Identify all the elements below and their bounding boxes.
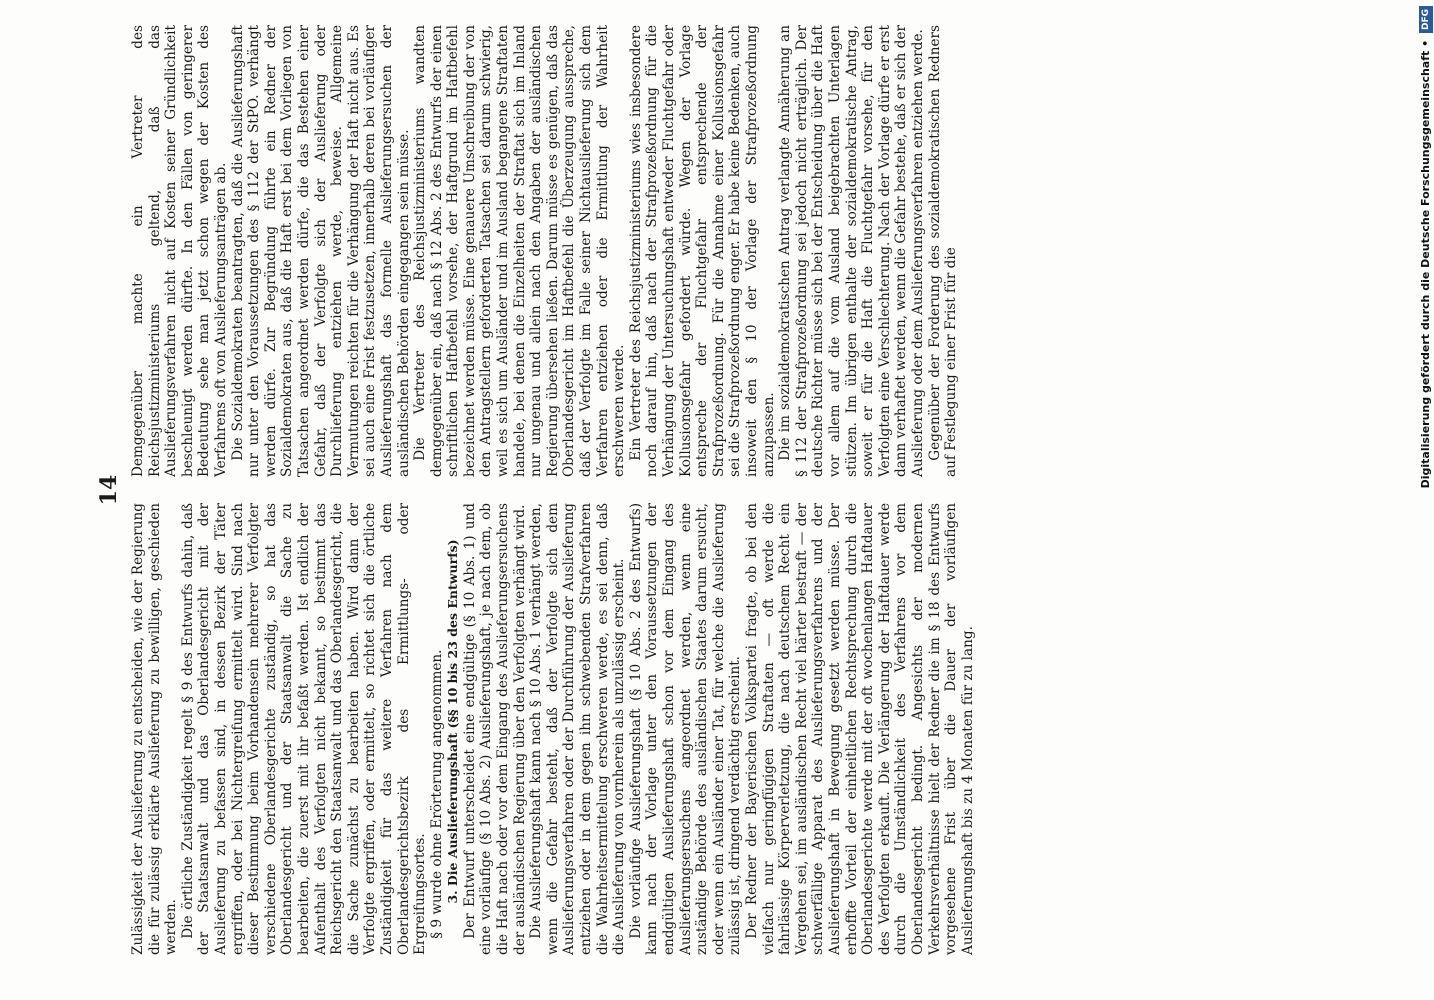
- digitization-notice: Digitalisierung gefördert durch die Deutsche Forschungsgemeinschaft •: [1419, 39, 1432, 489]
- paragraph: Die Sozialdemokraten beantragten, daß die Auslieferungshaft nur unter den Voraussetzungen des § 112 der StPO. verhängt werden dürfe. Zur Begründung führte ein Redner der Sozialdemokraten aus, daß die Haft erst bei dem Vorliegen von Tatsachen angeordnet werden dürfe, die das Bestehen einer Gefahr, daß der Verfolgte sich der Auslieferung oder Durchlieferung entziehen werde, beweise. Allgemeine Vermutungen reichten für die Verhängung der Haft nicht aus. Es sei auch eine Frist festzusetzen, innerhalb deren bei vorläufiger Auslieferungshaft das formelle Auslieferungsersuchen der ausländischen Behörden eingegangen sein müsse.: [229, 25, 412, 477]
- right-column: [130, 25, 1360, 477]
- paragraph: Gegenüber der Forderung des sozialdemokratischen Redners auf Festlegung einer Frist für die: [926, 25, 960, 477]
- page-number: 14: [96, 474, 122, 506]
- digitization-notice-line: [1415, 6, 1434, 996]
- rotated-text-block: [90, 25, 1360, 955]
- paragraph: Die vorläufige Auslieferungshaft (§ 10 Abs. 2 des Entwurfs) kann nach der Vorlage unter den Voraussetzungen der endgültigen Auslieferungshaft schon vor dem Eingang des Auslieferungsersuchens angeordnet werden, wenn eine zuständige Behörde des ausländischen Staates darum ersucht, oder wenn ein Ausländer einer Tat, für welche die Auslieferung zulässig ist, dringend verdächtig erscheint.: [627, 503, 744, 955]
- left-column: [130, 503, 1360, 955]
- paragraph: Die im sozialdemokratischen Antrag verlangte Annäherung an § 112 der Strafprozeßordnung sei jedoch nicht erträglich. Der deutsche Richter müsse sich bei der Entscheidung über die Haft vor allem auf die vom Ausland beigebrachten Unterlagen stützen. Im übrigen enthalte der sozialdemokratische Antrag, soweit er für die Haft die Fluchtgefahr vorsehe, für den Verfolgten eine Verschlechterung. Nach der Vorlage dürfe er erst dann verhaftet werden, wenn die Gefahr bestehe, daß er sich der Auslieferung oder dem Auslieferungsverfahren entziehen werde.: [777, 25, 926, 477]
- digitization-sidebar: [1410, 6, 1432, 996]
- paragraph: Der Entwurf unterscheidet eine endgültige (§ 10 Abs. 1) und eine vorläufige (§ 10 Abs. 2) Auslieferungshaft, je nach dem, ob die Haft nach oder vor dem Eingang des Auslieferungsersuchens der ausländischen Regierung über den Verfolgten verhängt wird.: [461, 503, 528, 955]
- paragraph: Die Auslieferungshaft kann nach § 10 Abs. 1 verhängt werden, wenn die Gefahr besteht, daß der Verfolgte sich dem Auslieferungsverfahren oder der Durchführung der Auslieferung entziehen oder in dem gegen ihn schwebenden Strafverfahren die Wahrheitsermittelung erschweren werde, es sei denn, daß die Auslieferung von vornherein als unzulässig erscheint.: [528, 503, 628, 955]
- dfg-logo: DFG: [1419, 6, 1433, 33]
- paragraph: Ein Vertreter des Reichsjustizministeriums wies insbesondere noch darauf hin, daß nach der Strafprozeßordnung für die Verhängung der Untersuchungshaft entweder Fluchtgefahr oder Kollusionsgefahr gefordert würde. Wegen der Vorlage entspreche der Fluchtgefahr entsprechende der Strafprozeßordnung. Für die Annahme einer Kollusionsgefahr sei die Strafprozeßordnung enger. Er habe keine Bedenken, auch insoweit den § 10 der Vorlage der Strafprozeßordnung anzupassen.: [627, 25, 777, 477]
- paragraph: § 9 wurde ohne Erörterung angenommen.: [428, 649, 445, 939]
- paragraph: Die örtliche Zuständigkeit regelt § 9 des Entwurfs dahin, daß der Staatsanwalt und das Oberlandesgericht mit der Auslieferung zu befassen sind, in dessen Bezirk der Täter ergriffen, oder bei Nichtergreifung ermittelt wird. Sind nach dieser Bestimmung beim Vorhandensein mehrerer Verfolgter verschiedene Oberlandesgerichte zuständig, so hat das Oberlandesgericht und der Staatsanwalt die Sache zu bearbeiten, die zuerst mit ihr befaßt werden. Ist endlich der Aufenthalt des Verfolgten nicht bekannt, so bestimmt das Reichsgericht den Staatsanwalt und das Oberlandesgericht, die die Sache zunächst zu bearbeiten haben. Wird dann der Verfolgte ergriffen, oder ermittelt, so richtet sich die örtliche Zuständigkeit für das weitere Verfahren nach dem Oberlandesgerichtsbezirk des Ermittlungs- oder Ergreifungsortes.: [179, 503, 429, 955]
- section-heading: 3. Die Auslieferungshaft (§§ 10 bis 23 des Entwurfs): [445, 539, 461, 904]
- paragraph: Demgegenüber machte ein Vertreter des Reichsjustizministeriums geltend, daß das Auslieferungsverfahren nicht auf Kosten seiner Gründlichkeit beschleunigt werden dürfte. In den Fällen von geringerer Bedeutung sehe man jetzt schon wegen der Kosten des Verfahrens oft von Auslieferungsanträgen ab.: [130, 25, 229, 477]
- text-columns: [130, 25, 1360, 955]
- paragraph: Der Redner der Bayerischen Volkspartei fragte, ob bei den vielfach nur geringfügigen Straftaten — oft werde die fahrlässige Körperverletzung, die nach deutschem Recht ein Vergehen sei, im ausländischen Recht viel härter bestraft — der schwerfällige Apparat des Auslieferungsverfahrens und der Auslieferungshaft in Bewegung gesetzt werden müsse. Der erhoffte Vorteil der einheitlichen Rechtsprechung durch die Oberlandesgerichte werde mit der oft wochenlangen Haftdauer des Verfolgten erkauft. Die Verlängerung der Haftdauer werde durch die Umständlichkeit des Verfahrens vor dem Oberlandesgericht bedingt. Angesichts der modernen Verkehrsverhältnisse hielt der Redner die im § 18 des Entwurfs vorgesehene Frist über die Dauer der vorläufigen Auslieferungshaft bis zu 4 Monaten für zu lang.: [743, 503, 976, 955]
- paragraph: Zulässigkeit der Auslieferung zu entscheiden, wie der Regierung die für zulässig erklärte Auslieferung zu bewilligen, geschieden werden.: [130, 503, 180, 955]
- paragraph: Die Vertreter des Reichsjustizministeriums wandten demgegenüber ein, daß nach § 12 Abs. 2 des Entwurfs der einen schriftlichen Haftbefehl vorsehe, der Haftgrund im Haftbefehl bezeichnet werden müsse. Eine genauere Umschreibung der von den Antragstellern geforderten Tatsachen sei darum schwierig, weil es sich um Ausländer und im Ausland begangene Straftaten handele, bei denen die Einzelheiten der Straftat sich im Inland nur ungenau und allein nach den Angaben der ausländischen Regierung übersehen ließen. Darum müsse es genügen, daß das Oberlandesgericht im Haftbefehl die Überzeugung ausspreche, daß der Verfolgte im Falle seiner Nichtauslieferung sich dem Verfahren entziehen oder die Ermittlung der Wahrheit erschweren werde.: [412, 25, 628, 477]
